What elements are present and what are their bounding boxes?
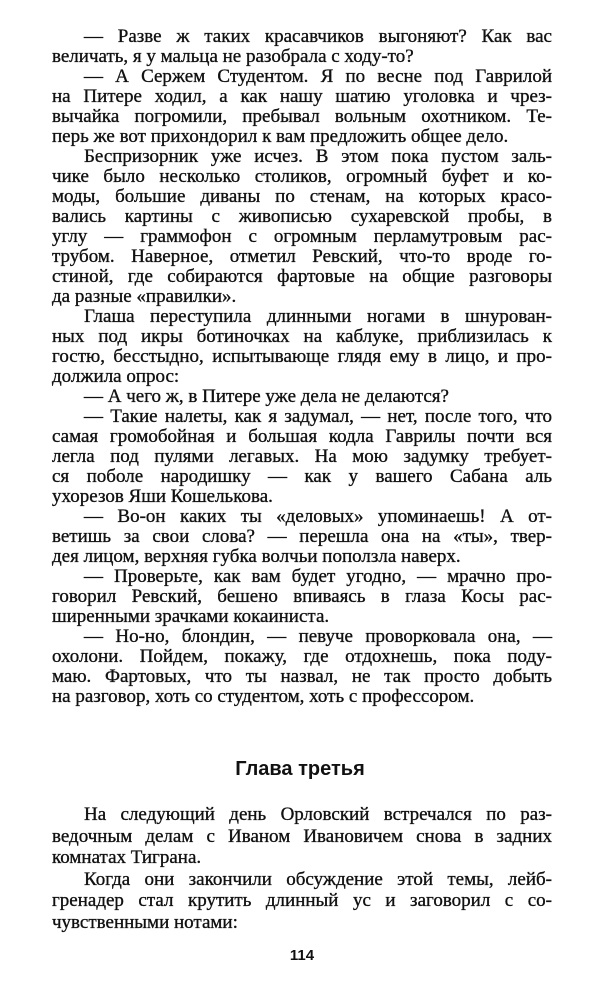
text-line: да разные «правилки».	[52, 286, 237, 307]
text-line: перь же вот прихондорил к вам предложить общее дело.	[52, 126, 509, 147]
text-line: ухорезов Яши Кошелькова.	[52, 486, 273, 507]
text-line: чувственными нотами:	[52, 911, 238, 933]
paragraph	[52, 407, 552, 507]
text-line: вычайка погромили, пребывал вольным охотником. Те-	[52, 106, 552, 127]
text-line: чике было несколько столиков, огромный буфет и ко-	[52, 166, 552, 187]
paragraph	[52, 307, 552, 387]
text-line: Беспризорник уже исчез. В этом пока пустом заль-	[84, 146, 552, 167]
paragraph	[52, 67, 552, 147]
text-line: на Питере ходил, а как нашу шатию уголовка и чрез-	[52, 86, 552, 107]
paragraph	[52, 627, 552, 707]
text-line: трубом. Наверное, отметил Ревский, что-то вроде го-	[52, 246, 552, 267]
text-line: стиной, где собираются фартовые на общие разговоры	[52, 266, 552, 287]
text-line: — А Сержем Студентом. Я по весне под Гаврилой	[84, 66, 552, 87]
text-line: Когда они закончили обсуждение этой темы, лейб-	[84, 868, 552, 890]
paragraph	[52, 507, 552, 567]
text-line: комнатах Тиграна.	[52, 847, 202, 869]
text-line: самая громобойная и большая кодла Гаврилы почти вся	[52, 426, 552, 447]
paragraph	[52, 147, 552, 307]
text-line: углу — граммофон с огромным перламутровым рас-	[52, 226, 552, 247]
text-line: ширенными зрачками кокаиниста.	[52, 606, 330, 627]
paragraph	[52, 567, 552, 627]
paragraph	[52, 869, 552, 934]
text-line: — А чего ж, в Питере уже дела не делаются?	[84, 386, 449, 407]
page-number: 114	[289, 947, 315, 964]
paragraph	[52, 804, 552, 869]
text-line: гренадер стал крутить длинный ус и заговорил с со-	[52, 890, 552, 912]
paragraph	[52, 27, 552, 67]
text-line: — Разве ж таких красавчиков выгоняют? Как вас	[84, 26, 552, 47]
text-line: легла под пулями легавых. На мою задумку требует-	[52, 446, 552, 467]
text-line: — Такие налеты, как я задумал, — нет, после того, что	[84, 406, 552, 427]
text-line: гостю, бесстыдно, испытывающе глядя ему в лицо, и про-	[52, 346, 552, 367]
text-line: вались картины с живописью сухаревской пробы, в	[52, 206, 552, 227]
text-line: охолони. Пойдем, покажу, где отдохнешь, пока поду-	[52, 646, 552, 667]
text-line: дея лицом, верхняя губка волчьи поползла наверх.	[52, 546, 461, 567]
paragraph	[52, 387, 552, 407]
text-line: величать, я у мальца не разобрала с ходу-то?	[52, 46, 414, 67]
chapter-end-text	[52, 27, 552, 707]
text-line: ных под икры ботиночках на каблуке, приблизилась к	[52, 326, 552, 347]
text-line: должила опрос:	[52, 366, 180, 387]
chapter-start-text	[52, 804, 552, 934]
text-line: На следующий день Орловский встречался по раз-	[84, 804, 552, 825]
text-line: — Проверьте, как вам будет угодно, — мрачно про-	[84, 566, 552, 587]
chapter-heading: Глава третья	[235, 758, 365, 780]
text-line: — Но-но, блондин, — певуче проворковала она, —	[84, 626, 552, 647]
text-line: маю. Фартовых, что ты назвал, не так просто добыть	[52, 666, 552, 687]
text-line: моды, большие диваны по стенам, на которых красо-	[52, 186, 552, 207]
text-line: ведочным делам с Иваном Ивановичем снова в задних	[52, 825, 552, 847]
text-line: ветишь за свои слова? — перешла она на «ты», твер-	[52, 526, 552, 547]
text-line: Глаша переступила длинными ногами в шнурован-	[84, 306, 552, 327]
text-line: — Во-он каких ты «деловых» упоминаешь! А от-	[84, 506, 552, 527]
text-line: ся поболе народишку — как у вашего Сабана аль	[52, 466, 552, 487]
text-line: на разговор, хоть со студентом, хоть с профессором.	[52, 686, 475, 707]
text-line: говорил Ревский, бешено впиваясь в глаза Косы рас-	[52, 586, 552, 607]
